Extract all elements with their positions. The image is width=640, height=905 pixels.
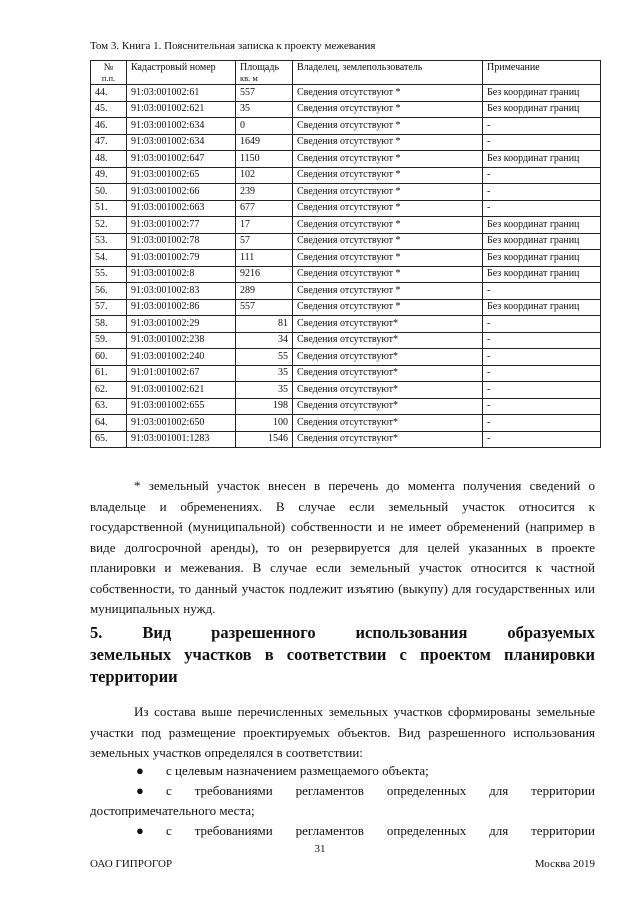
cell-num: 53. <box>91 233 127 250</box>
cell-area: 55 <box>236 349 293 366</box>
cell-cadastral: 91:01:001002:67 <box>127 365 236 382</box>
bullet-2-continuation: достопримечательного места; <box>90 803 255 818</box>
cell-note: - <box>483 365 601 382</box>
table-row <box>91 431 601 448</box>
table-header-row <box>91 61 601 85</box>
cell-owner: Сведения отсутствуют * <box>293 266 483 283</box>
cell-num: 51. <box>91 200 127 217</box>
bullet-word: требованиями <box>194 823 273 838</box>
table-row <box>91 382 601 399</box>
cell-area: 677 <box>236 200 293 217</box>
cell-num: 55. <box>91 266 127 283</box>
cell-note: Без координат границ <box>483 101 601 118</box>
col-owner-header: Владелец, землепользователь <box>293 61 483 85</box>
cell-note: - <box>483 134 601 151</box>
cell-cadastral: 91:03:001002:238 <box>127 332 236 349</box>
bullet-icon: ● <box>136 763 144 778</box>
cell-area: 289 <box>236 283 293 300</box>
section-heading <box>90 622 595 688</box>
cell-area: 81 <box>236 316 293 333</box>
cell-area: 1649 <box>236 134 293 151</box>
cell-owner: Сведения отсутствуют * <box>293 184 483 201</box>
cell-note: - <box>483 382 601 399</box>
cell-cadastral: 91:03:001002:78 <box>127 233 236 250</box>
cell-note: - <box>483 118 601 135</box>
cell-note: Без координат границ <box>483 250 601 267</box>
cell-note: - <box>483 349 601 366</box>
cell-cadastral: 91:03:001002:65 <box>127 167 236 184</box>
bullet-word: регламентов <box>295 823 364 838</box>
cell-owner: Сведения отсутствуют * <box>293 283 483 300</box>
cell-cadastral: 91:03:001002:79 <box>127 250 236 267</box>
cell-num: 63. <box>91 398 127 415</box>
table-row <box>91 233 601 250</box>
cell-note: - <box>483 283 601 300</box>
intro-paragraph: Из состава выше перечисленных земельных участков сформированы земельные участки под размещение проектируемых объектов. Вид разрешенного использования земельных участков определялся в соответствии: <box>90 704 595 760</box>
cell-area: 1546 <box>236 431 293 448</box>
cell-cadastral: 91:03:001002:663 <box>127 200 236 217</box>
cell-cadastral: 91:03:001002:86 <box>127 299 236 316</box>
section-line-2: земельных участков в соответствии с проектом планировки <box>90 645 595 664</box>
cell-area: 557 <box>236 299 293 316</box>
table-row <box>91 134 601 151</box>
cell-note: - <box>483 200 601 217</box>
cell-note: Без координат границ <box>483 151 601 168</box>
col-num-header: № п.п. <box>91 61 127 85</box>
bullet-icon: ● <box>136 823 144 838</box>
table-row <box>91 101 601 118</box>
cell-owner: Сведения отсутствуют * <box>293 134 483 151</box>
cell-note: - <box>483 167 601 184</box>
bullet-word: требованиями <box>194 783 273 798</box>
section-word-2: разрешенного <box>211 623 316 642</box>
cell-owner: Сведения отсутствуют* <box>293 398 483 415</box>
table-row <box>91 151 601 168</box>
cell-owner: Сведения отсутствуют* <box>293 431 483 448</box>
cell-note: Без координат границ <box>483 266 601 283</box>
col-area-header: Площадь кв. м <box>236 61 293 85</box>
cell-note: - <box>483 415 601 432</box>
cell-note: - <box>483 398 601 415</box>
bullet-2-text <box>90 781 595 801</box>
bullet-word: для <box>489 783 509 798</box>
cell-area: 1150 <box>236 151 293 168</box>
footnote-paragraph: * земельный участок внесен в перечень до момента получения сведений о владельце и обременениях. В случае если земельный участок относится к государственной (муниципальной) собственности и не имеет обременений (например в виде долгосрочной аренды), то он резервируется для целей указанных в проекте планировки и межевания. В случае если земельный участок относится к частной собственности, то данный участок подлежит изъятию (выкупу) для государственных или муниципальных нужд. <box>90 478 595 616</box>
cell-num: 57. <box>91 299 127 316</box>
cell-cadastral: 91:03:001002:29 <box>127 316 236 333</box>
cell-owner: Сведения отсутствуют* <box>293 415 483 432</box>
section-word-4: образуемых <box>507 623 595 642</box>
cell-area: 239 <box>236 184 293 201</box>
cell-owner: Сведения отсутствуют * <box>293 118 483 135</box>
cell-note: - <box>483 184 601 201</box>
section-word-3: использования <box>355 623 468 642</box>
table-row <box>91 167 601 184</box>
cell-cadastral: 91:03:001002:634 <box>127 134 236 151</box>
cell-note: Без координат границ <box>483 233 601 250</box>
cell-area: 35 <box>236 365 293 382</box>
cell-cadastral: 91:03:001002:77 <box>127 217 236 234</box>
cell-num: 48. <box>91 151 127 168</box>
bullet-word: определенных <box>386 783 467 798</box>
section-number: 5. <box>90 623 103 642</box>
cell-cadastral: 91:03:001002:8 <box>127 266 236 283</box>
table-row <box>91 299 601 316</box>
cell-owner: Сведения отсутствуют * <box>293 233 483 250</box>
footer-city-year: Москва 2019 <box>534 858 595 870</box>
cell-area: 17 <box>236 217 293 234</box>
cell-note: Без координат границ <box>483 217 601 234</box>
table-row <box>91 85 601 102</box>
cell-area: 100 <box>236 415 293 432</box>
col-num-sub: п.п. <box>101 73 116 83</box>
cell-area: 35 <box>236 101 293 118</box>
cell-area: 111 <box>236 250 293 267</box>
cell-owner: Сведения отсутствуют * <box>293 85 483 102</box>
bullet-3-text <box>90 821 595 841</box>
table-row <box>91 316 601 333</box>
table-row <box>91 200 601 217</box>
table-row <box>91 365 601 382</box>
cell-num: 50. <box>91 184 127 201</box>
cell-owner: Сведения отсутствуют * <box>293 217 483 234</box>
cell-num: 49. <box>91 167 127 184</box>
page-header: Том 3. Книга 1. Пояснительная записка к проекту межевания <box>90 40 376 52</box>
cell-note: Без координат границ <box>483 85 601 102</box>
cell-num: 61. <box>91 365 127 382</box>
footer-organization: ОАО ГИПРОГОР <box>90 858 173 870</box>
bullet-icon: ● <box>136 783 144 798</box>
cell-cadastral: 91:03:001002:650 <box>127 415 236 432</box>
cell-num: 47. <box>91 134 127 151</box>
table-row <box>91 184 601 201</box>
table-body <box>91 85 601 448</box>
table-row <box>91 332 601 349</box>
cell-owner: Сведения отсутствуют * <box>293 299 483 316</box>
cell-cadastral: 91:03:001002:655 <box>127 398 236 415</box>
page-number: 31 <box>314 843 326 855</box>
table-row <box>91 118 601 135</box>
cell-cadastral: 91:03:001002:647 <box>127 151 236 168</box>
cell-num: 65. <box>91 431 127 448</box>
col-note-header: Примечание <box>483 61 601 85</box>
cell-cadastral: 91:03:001002:621 <box>127 382 236 399</box>
table-row <box>91 217 601 234</box>
cell-owner: Сведения отсутствуют * <box>293 250 483 267</box>
table-row <box>91 349 601 366</box>
cell-num: 54. <box>91 250 127 267</box>
bullet-word: регламентов <box>295 783 364 798</box>
cell-note: - <box>483 316 601 333</box>
cell-num: 60. <box>91 349 127 366</box>
cell-num: 45. <box>91 101 127 118</box>
cell-note: - <box>483 431 601 448</box>
cell-area: 9216 <box>236 266 293 283</box>
bullet-word: с <box>166 823 172 838</box>
cell-note: - <box>483 332 601 349</box>
cell-area: 35 <box>236 382 293 399</box>
bullet-item-3 <box>90 821 595 841</box>
cell-cadastral: 91:03:001002:240 <box>127 349 236 366</box>
section-line-3: территории <box>90 667 178 686</box>
cell-num: 44. <box>91 85 127 102</box>
cell-note: Без координат границ <box>483 299 601 316</box>
cell-owner: Сведения отсутствуют* <box>293 365 483 382</box>
section-word-1: Вид <box>142 623 172 642</box>
cell-owner: Сведения отсутствуют* <box>293 332 483 349</box>
cell-cadastral: 91:03:001001:1283 <box>127 431 236 448</box>
cell-area: 102 <box>236 167 293 184</box>
bullet-word: для <box>489 823 509 838</box>
cell-area: 557 <box>236 85 293 102</box>
table-row <box>91 266 601 283</box>
land-plots-table <box>90 60 601 448</box>
cell-area: 198 <box>236 398 293 415</box>
cell-cadastral: 91:03:001002:66 <box>127 184 236 201</box>
table-row <box>91 415 601 432</box>
bullet-word: определенных <box>386 823 467 838</box>
table-row <box>91 283 601 300</box>
table-row <box>91 250 601 267</box>
cell-owner: Сведения отсутствуют* <box>293 382 483 399</box>
cell-area: 0 <box>236 118 293 135</box>
col-area-sub: кв. м <box>240 73 258 83</box>
bullet-item-2 <box>90 781 595 821</box>
bullet-word: территории <box>531 783 595 798</box>
table-row <box>91 398 601 415</box>
cell-area: 34 <box>236 332 293 349</box>
cell-cadastral: 91:03:001002:634 <box>127 118 236 135</box>
col-cadastral-header: Кадастровый номер <box>127 61 236 85</box>
bullet-item-1: ● с целевым назначением размещаемого объекта; <box>90 761 595 781</box>
cell-owner: Сведения отсутствуют* <box>293 316 483 333</box>
bullet-word: территории <box>531 823 595 838</box>
cell-owner: Сведения отсутствуют * <box>293 167 483 184</box>
cell-num: 64. <box>91 415 127 432</box>
cell-cadastral: 91:03:001002:621 <box>127 101 236 118</box>
bullet-word: с <box>166 783 172 798</box>
cell-area: 57 <box>236 233 293 250</box>
cell-cadastral: 91:03:001002:61 <box>127 85 236 102</box>
cell-num: 46. <box>91 118 127 135</box>
cell-cadastral: 91:03:001002:83 <box>127 283 236 300</box>
cell-num: 59. <box>91 332 127 349</box>
cell-num: 52. <box>91 217 127 234</box>
cell-num: 58. <box>91 316 127 333</box>
cell-owner: Сведения отсутствуют * <box>293 151 483 168</box>
cell-num: 56. <box>91 283 127 300</box>
cell-owner: Сведения отсутствуют * <box>293 200 483 217</box>
cell-owner: Сведения отсутствуют* <box>293 349 483 366</box>
cell-owner: Сведения отсутствуют * <box>293 101 483 118</box>
cell-num: 62. <box>91 382 127 399</box>
